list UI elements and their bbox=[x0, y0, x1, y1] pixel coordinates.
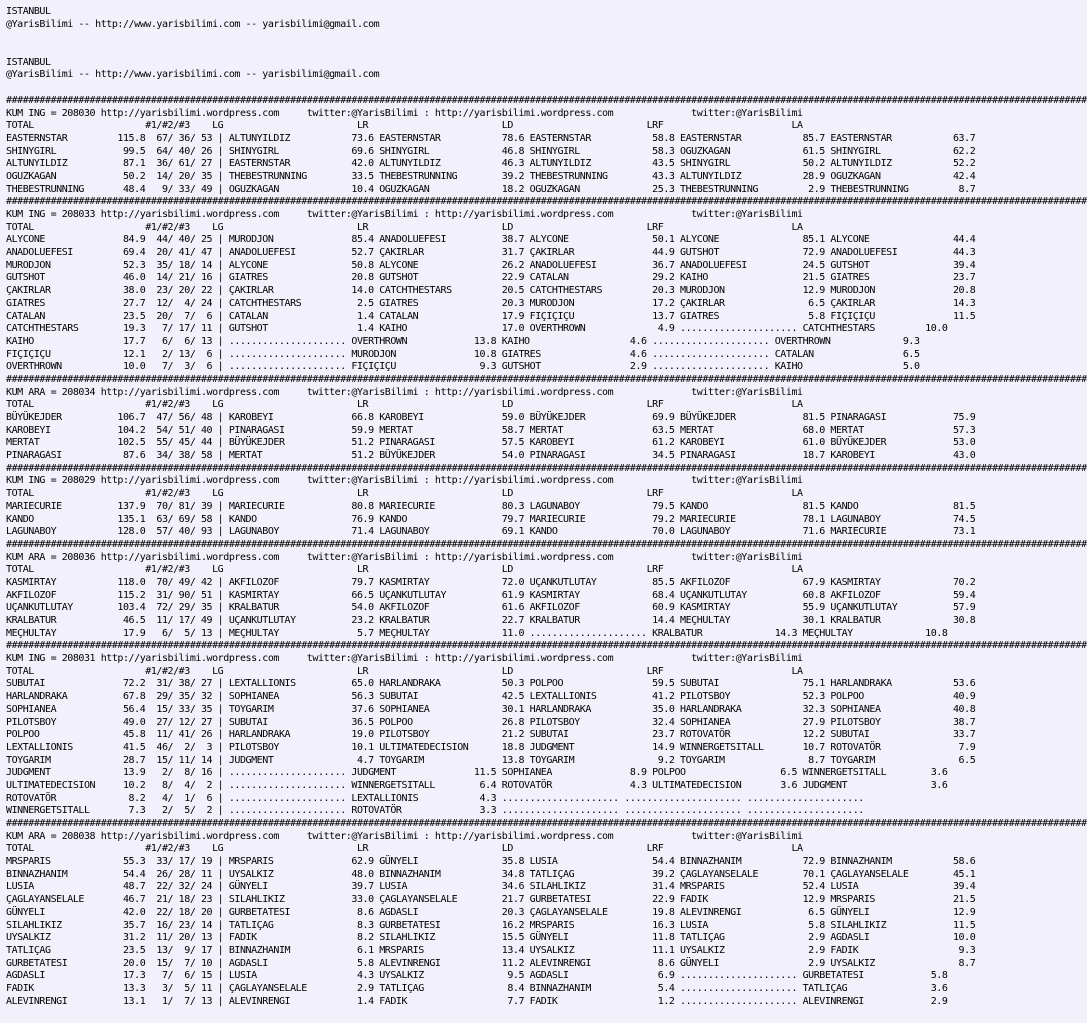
table-row: HARLANDRAKA 67.8 29/ 35/ 32 | SOPHIANEA 56.3 SUBUTAI 42.5 LEXTALLIONIS 41.2 PILOTSBOY 52.3 POLPOO 40.9 bbox=[6, 691, 976, 703]
table-row: AKFILOZOF 115.2 31/ 90/ 51 | KASMIRTAY 66.5 UÇANKUTLUTAY 61.9 KASMIRTAY 68.4 UÇANKUTLUTAY 60.8 AKFILOZOF 59.4 bbox=[6, 589, 976, 601]
table-row: OVERTHROWN 10.0 7/ 3/ 6 | ..................... FIÇIÇIÇU 9.3 GUTSHOT 2.9 ..................... KAIHO 5.0 bbox=[6, 361, 920, 373]
table-row: PINARAGASI 87.6 34/ 38/ 58 | MERTAT 51.2 BÜYÜKEJDER 54.0 PINARAGASI 34.5 PINARAGASI 18.7 KAROBEYI 43.0 bbox=[6, 450, 976, 462]
header-city: ISTANBUL bbox=[6, 56, 51, 68]
table-row: CATALAN 23.5 20/ 7/ 6 | CATALAN 1.4 CATALAN 17.9 FIÇIÇIÇU 13.7 GIATRES 5.8 FIÇIÇIÇU 11.5 bbox=[6, 310, 976, 322]
separator-line: ################################################################################################################################################################################################## bbox=[6, 818, 1087, 829]
column-headers: TOTAL #1/#2/#3 LG LR LD LRF LA bbox=[6, 665, 803, 677]
separator-line: ################################################################################################################################################################################################## bbox=[6, 538, 1087, 550]
table-row: ROTOVATÖR 8.2 4/ 1/ 6 | ..................... LEXTALLIONIS 4.3 ..................... ..................... ..................... bbox=[6, 792, 864, 804]
header-contact: @YarisBilimi -- http://www.yarisbilimi.com -- yarisbilimi@gmail.com bbox=[6, 18, 380, 30]
table-row: ALYCONE 84.9 44/ 40/ 25 | MURODJON 85.4 ANADOLUEFESI 38.7 ALYCONE 50.1 ALYCONE 85.1 ALYCONE 44.4 bbox=[6, 234, 976, 246]
separator-line: ################################################################################################################################################################################################## bbox=[6, 462, 1087, 474]
header-contact: @YarisBilimi -- http://www.yarisbilimi.com -- yarisbilimi@gmail.com bbox=[6, 69, 380, 81]
race-title: KUM ARA = 208034 http://yarisbilimi.wordpress.com twitter:@YarisBilimi : http://yarisbilimi.wordpress.com twitter:@YarisBilimi bbox=[6, 386, 803, 398]
column-headers: TOTAL #1/#2/#3 LG LR LD LRF LA bbox=[6, 488, 803, 500]
table-row: SHINYGIRL 99.5 64/ 40/ 26 | SHINYGIRL 69.6 SHINYGIRL 46.8 SHINYGIRL 58.3 OGUZKAGAN 61.5 SHINYGIRL 62.2 bbox=[6, 145, 976, 157]
race-title: KUM ING = 208033 http://yarisbilimi.wordpress.com twitter:@YarisBilimi : http://yarisbilimi.wordpress.com twitter:@YarisBilimi bbox=[6, 209, 803, 220]
table-row: ÇAGLAYANSELALE 46.7 21/ 18/ 23 | SILAHLIKIZ 33.0 ÇAGLAYANSELALE 21.7 GURBETATESI 22.9 FADIK 12.9 MRSPARIS 21.5 bbox=[6, 894, 976, 906]
table-row: KASMIRTAY 118.0 70/ 49/ 42 | AKFILOZOF 79.7 KASMIRTAY 72.0 UÇANKUTLUTAY 85.5 AKFILOZOF 67.9 KASMIRTAY 70.2 bbox=[6, 576, 976, 588]
column-headers: TOTAL #1/#2/#3 LG LR LD LRF LA bbox=[6, 221, 803, 233]
blank-line bbox=[6, 44, 971, 57]
table-row: ANADOLUEFESI 69.4 20/ 41/ 47 | ANADOLUEFESI 52.7 ÇAKIRLAR 31.7 ÇAKIRLAR 44.9 GUTSHOT 72.9 ANADOLUEFESI 44.3 bbox=[6, 247, 976, 259]
separator-line: ################################################################################################################################################################################################## bbox=[6, 196, 1087, 208]
table-row: GIATRES 27.7 12/ 4/ 24 | CATCHTHESTARS 2.5 GIATRES 20.3 MURODJON 17.2 ÇAKIRLAR 6.5 ÇAKIRLAR 14.3 bbox=[6, 297, 976, 309]
table-row: MEÇHULTAY 17.9 6/ 5/ 13 | MEÇHULTAY 5.7 MEÇHULTAY 11.0 ..................... KRALBATUR 14.3 MEÇHULTAY 10.8 bbox=[6, 627, 948, 639]
table-row: MURODJON 52.3 35/ 18/ 14 | ALYCONE 50.8 ALYCONE 26.2 ANADOLUEFESI 36.7 ANADOLUEFESI 24.5 GUTSHOT 39.4 bbox=[6, 259, 976, 271]
table-row: KRALBATUR 46.5 11/ 17/ 49 | UÇANKUTLUTAY 23.2 KRALBATUR 22.7 KRALBATUR 14.4 MEÇHULTAY 30.1 KRALBATUR 30.8 bbox=[6, 615, 976, 626]
table-row: LEXTALLIONIS 41.5 46/ 2/ 3 | PILOTSBOY 10.1 ULTIMATEDECISION 18.8 JUDGMENT 14.9 WINNERGETSITALL 10.7 ROTOVATÖR 7.9 bbox=[6, 741, 976, 753]
table-row: FADIK 13.3 3/ 5/ 11 | ÇAGLAYANSELALE 2.9 TATLIÇAG 8.4 BINNAZHANIM 5.4 ..................... TATLIÇAG 3.6 bbox=[6, 982, 948, 994]
table-row: BÜYÜKEJDER 106.7 47/ 56/ 48 | KAROBEYI 66.8 KAROBEYI 59.0 BÜYÜKEJDER 69.9 BÜYÜKEJDER 81.5 PINARAGASI 75.9 bbox=[6, 412, 976, 423]
table-row: TATLIÇAG 23.5 13/ 9/ 17 | BINNAZHANIM 6.1 MRSPARIS 13.4 UYSALKIZ 11.1 UYSALKIZ 2.9 FADIK 9.3 bbox=[6, 944, 976, 956]
table-row: OGUZKAGAN 50.2 14/ 20/ 35 | THEBESTRUNNING 33.5 THEBESTRUNNING 39.2 THEBESTRUNNING 43.3 ALTUNYILDIZ 28.9 OGUZKAGAN 42.4 bbox=[6, 170, 976, 182]
table-row: SOPHIANEA 56.4 15/ 33/ 35 | TOYGARIM 37.6 SOPHIANEA 30.1 HARLANDRAKA 35.0 HARLANDRAKA 32.3 SOPHIANEA 40.8 bbox=[6, 703, 976, 715]
table-row: UYSALKIZ 31.2 11/ 20/ 13 | FADIK 8.2 SILAHLIKIZ 15.5 GÜNYELI 11.8 TATLIÇAG 2.9 AGDASLI 10.0 bbox=[6, 932, 976, 944]
race-title: KUM ARA = 208036 http://yarisbilimi.wordpress.com twitter:@YarisBilimi : http://yarisbilimi.wordpress.com twitter:@YarisBilimi bbox=[6, 551, 803, 563]
table-row: ALTUNYILDIZ 87.1 36/ 61/ 27 | EASTERNSTAR 42.0 ALTUNYILDIZ 46.3 ALTUNYILDIZ 43.5 SHINYGIRL 50.2 ALTUNYILDIZ 52.2 bbox=[6, 158, 976, 170]
table-row: GUTSHOT 46.0 14/ 21/ 16 | GIATRES 20.8 GUTSHOT 22.9 CATALAN 29.2 KAIHO 21.5 GIATRES 23.7 bbox=[6, 272, 976, 284]
table-row: MRSPARIS 55.3 33/ 17/ 19 | MRSPARIS 62.9 GÜNYELI 35.8 LUSIA 54.4 BINNAZHANIM 72.9 BINNAZHANIM 58.6 bbox=[6, 856, 976, 868]
table-row: LAGUNABOY 128.0 57/ 40/ 93 | LAGUNABOY 71.4 LAGUNABOY 69.1 KANDO 70.0 LAGUNABOY 71.6 MARIECURIE 73.1 bbox=[6, 526, 976, 538]
table-row: MERTAT 102.5 55/ 45/ 44 | BÜYÜKEJDER 51.2 PINARAGASI 57.5 KAROBEYI 61.2 KAROBEYI 61.0 BÜYÜKEJDER 53.0 bbox=[6, 437, 976, 449]
separator-line: ################################################################################################################################################################################################## bbox=[6, 640, 1087, 652]
table-row: KAROBEYI 104.2 54/ 51/ 40 | PINARAGASI 59.9 MERTAT 58.7 MERTAT 63.5 MERTAT 68.0 MERTAT 57.3 bbox=[6, 424, 976, 436]
table-row: SUBUTAI 72.2 31/ 38/ 27 | LEXTALLIONIS 65.0 HARLANDRAKA 50.3 POLPOO 59.5 SUBUTAI 75.1 HARLANDRAKA 53.6 bbox=[6, 678, 976, 690]
table-row: ULTIMATEDECISION 10.2 8/ 4/ 2 | ..................... WINNERGETSITALL 6.4 ROTOVATÖR 4.3 ULTIMATEDECISION 3.6 JUDGMENT 3.6 bbox=[6, 779, 948, 791]
race-title: KUM ING = 208029 http://yarisbilimi.wordpress.com twitter:@YarisBilimi : http://yarisbilimi.wordpress.com twitter:@YarisBilimi bbox=[6, 475, 803, 487]
column-headers: TOTAL #1/#2/#3 LG LR LD LRF LA bbox=[6, 564, 803, 576]
blank-line bbox=[6, 82, 971, 95]
table-row: KAIHO 17.7 6/ 6/ 13 | ..................... OVERTHROWN 13.8 KAIHO 4.6 ..................... OVERTHROWN 9.3 bbox=[6, 335, 920, 347]
table-row: EASTERNSTAR 115.8 67/ 36/ 53 | ALTUNYILDIZ 73.6 EASTERNSTAR 78.6 EASTERNSTAR 58.8 EASTERNSTAR 85.7 EASTERNSTAR 63.7 bbox=[6, 132, 976, 144]
table-row: SILAHLIKIZ 35.7 16/ 23/ 14 | TATLIÇAG 8.3 GURBETATESI 16.2 MRSPARIS 16.3 LUSIA 5.8 SILAHLIKIZ 11.5 bbox=[6, 919, 976, 931]
table-row: JUDGMENT 13.9 2/ 8/ 16 | ..................... JUDGMENT 11.5 SOPHIANEA 8.9 POLPOO 6.5 WINNERGETSITALL 3.6 bbox=[6, 767, 948, 779]
table-row: ÇAKIRLAR 38.0 23/ 20/ 22 | ÇAKIRLAR 14.0 CATCHTHESTARS 20.5 CATCHTHESTARS 20.3 MURODJON 12.9 MURODJON 20.8 bbox=[6, 285, 976, 297]
separator-line: ################################################################################################################################################################################################## bbox=[6, 94, 1087, 106]
table-row: GURBETATESI 20.0 15/ 7/ 10 | AGDASLI 5.8 ALEVINRENGI 11.2 ALEVINRENGI 8.6 GÜNYELI 2.9 UYSALKIZ 8.7 bbox=[6, 957, 976, 969]
header-city: ISTANBUL bbox=[6, 6, 51, 17]
table-row: CATCHTHESTARS 19.3 7/ 17/ 11 | GUTSHOT 1.4 KAIHO 17.0 OVERTHROWN 4.9 ..................... CATCHTHESTARS 10.0 bbox=[6, 323, 948, 335]
race-title: KUM ING = 208031 http://yarisbilimi.wordpress.com twitter:@YarisBilimi : http://yarisbilimi.wordpress.com twitter:@YarisBilimi bbox=[6, 653, 803, 665]
table-row: AGDASLI 17.3 7/ 6/ 15 | LUSIA 4.3 UYSALKIZ 9.5 AGDASLI 6.9 ..................... GURBETATESI 5.8 bbox=[6, 970, 948, 982]
table-row: TOYGARIM 28.7 15/ 11/ 14 | JUDGMENT 4.7 TOYGARIM 13.8 TOYGARIM 9.2 TOYGARIM 8.7 TOYGARIM 6.5 bbox=[6, 754, 976, 766]
table-row: FIÇIÇIÇU 12.1 2/ 13/ 6 | ..................... MURODJON 10.8 GIATRES 4.6 ..................... CATALAN 6.5 bbox=[6, 348, 920, 360]
table-row: WINNERGETSITALL 7.3 2/ 5/ 2 | ..................... ROTOVATÖR 3.3 ..................... ..................... ..................... bbox=[6, 805, 864, 817]
table-row: MARIECURIE 137.9 70/ 81/ 39 | MARIECURIE 80.8 MARIECURIE 80.3 LAGUNABOY 79.5 KANDO 81.5 KANDO 81.5 bbox=[6, 500, 976, 512]
table-row: GÜNYELI 42.0 22/ 18/ 20 | GURBETATESI 8.6 AGDASLI 20.3 ÇAGLAYANSELALE 19.8 ALEVINRENGI 6.5 GÜNYELI 12.9 bbox=[6, 906, 976, 918]
race-title: KUM ARA = 208038 http://yarisbilimi.wordpress.com twitter:@YarisBilimi : http://yarisbilimi.wordpress.com twitter:@YarisBilimi bbox=[6, 830, 803, 842]
table-row: POLPOO 45.8 11/ 41/ 26 | HARLANDRAKA 19.0 PILOTSBOY 21.2 SUBUTAI 23.7 ROTOVATÖR 12.2 SUBUTAI 33.7 bbox=[6, 729, 976, 741]
column-headers: TOTAL #1/#2/#3 LG LR LD LRF LA bbox=[6, 120, 803, 132]
blank-line bbox=[6, 31, 971, 44]
table-row: KANDO 135.1 63/ 69/ 58 | KANDO 76.9 KANDO 79.7 MARIECURIE 79.2 MARIECURIE 78.1 LAGUNABOY 74.5 bbox=[6, 513, 976, 525]
table-row: LUSIA 48.7 22/ 32/ 24 | GÜNYELI 39.7 LUSIA 34.6 SILAHLIKIZ 31.4 MRSPARIS 52.4 LUSIA 39.4 bbox=[6, 881, 976, 893]
table-row: THEBESTRUNNING 48.4 9/ 33/ 49 | OGUZKAGAN 10.4 OGUZKAGAN 18.2 OGUZKAGAN 25.3 THEBESTRUNNING 2.9 THEBESTRUNNING 8.7 bbox=[6, 183, 976, 195]
table-row: ALEVINRENGI 13.1 1/ 7/ 13 | ALEVINRENGI 1.4 FADIK 7.7 FADIK 1.2 ..................... ALEVINRENGI 2.9 bbox=[6, 995, 948, 1007]
race-title: KUM ING = 208030 http://yarisbilimi.wordpress.com twitter:@YarisBilimi : http://yarisbilimi.wordpress.com twitter:@YarisBilimi bbox=[6, 107, 803, 119]
separator-line: ################################################################################################################################################################################################## bbox=[6, 373, 1087, 385]
table-row: BINNAZHANIM 54.4 26/ 28/ 11 | UYSALKIZ 48.0 BINNAZHANIM 34.8 TATLIÇAG 39.2 ÇAGLAYANSELALE 70.1 ÇAGLAYANSELALE 45.1 bbox=[6, 868, 976, 880]
column-headers: TOTAL #1/#2/#3 LG LR LD LRF LA bbox=[6, 843, 803, 855]
table-row: PILOTSBOY 49.0 27/ 12/ 27 | SUBUTAI 36.5 POLPOO 26.8 PILOTSBOY 32.4 SOPHIANEA 27.9 PILOTSBOY 38.7 bbox=[6, 716, 976, 728]
table-row: UÇANKUTLUTAY 103.4 72/ 29/ 35 | KRALBATUR 54.0 AKFILOZOF 61.6 AKFILOZOF 60.9 KASMIRTAY 55.9 UÇANKUTLUTAY 57.9 bbox=[6, 602, 976, 614]
column-headers: TOTAL #1/#2/#3 LG LR LD LRF LA bbox=[6, 399, 803, 411]
